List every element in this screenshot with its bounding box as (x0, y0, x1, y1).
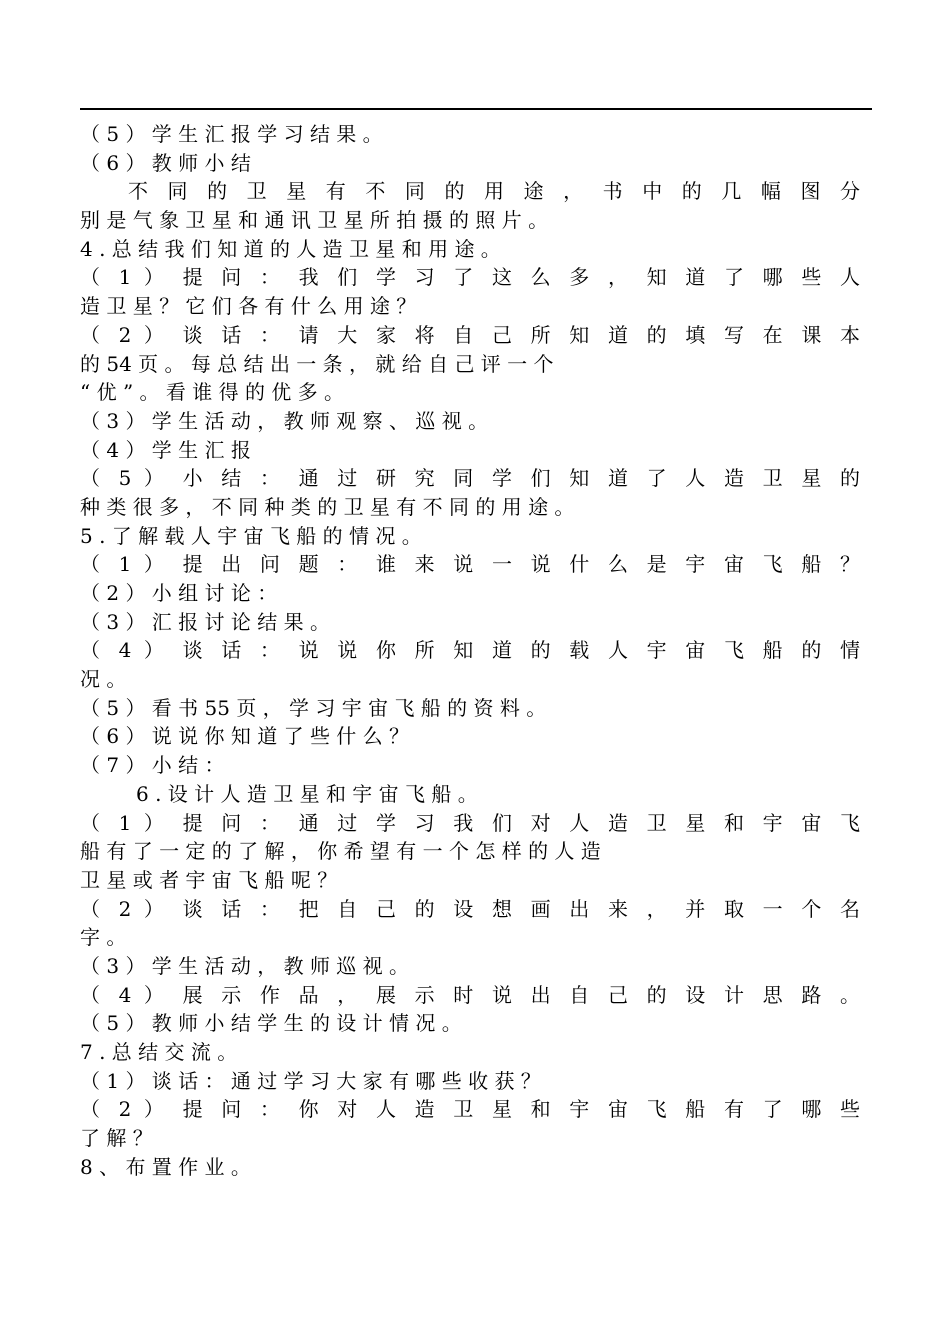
text-line: （ 1 ） 提 问 ： 通 过 学 习 我 们 对 人 造 卫 星 和 宇 宙 飞 (80, 810, 860, 835)
document-body (80, 120, 860, 1181)
text-line: （ 4 ） 学 生 汇 报 (80, 437, 251, 462)
text-line: 8 、 布 置 作 业 。 (80, 1154, 251, 1179)
text-line: 卫 星 或 者 宇 宙 飞 船 呢 ？ (80, 867, 338, 892)
text-line: （ 1 ） 提 出 问 题 ： 谁 来 说 一 说 什 么 是 宇 宙 飞 船 ？ (80, 552, 860, 577)
text-line: （ 1 ） 提 问 ： 我 们 学 习 了 这 么 多 ， 知 道 了 哪 些 人 (80, 265, 860, 290)
text-line: “ 优 ” 。 看 谁 得 的 优 多 。 (80, 380, 345, 405)
text-line: （ 2 ） 小 组 讨 论 ： (80, 581, 278, 605)
text-line: 造 卫 星 ？ 它 们 各 有 什 么 用 途 ？ (80, 294, 417, 319)
text-line: 6 . 设 计 人 造 卫 星 和 宇 宙 飞 船 。 (136, 781, 478, 806)
text-line: 不 同 的 卫 星 有 不 同 的 用 途 ， 书 中 的 几 幅 图 分 (128, 179, 860, 204)
text-line: 4 . 总 结 我 们 知 道 的 人 造 卫 星 和 用 途 。 (80, 236, 501, 261)
text-line: （ 5 ） 教 师 小 结 学 生 的 设 计 情 况 。 (80, 1011, 462, 1036)
text-line: （ 5 ） 学 生 汇 报 学 习 结 果 。 (80, 122, 383, 146)
text-line: （ 7 ） 小 结 ： (80, 753, 225, 778)
text-line: 7 . 总 结 交 流 。 (80, 1040, 238, 1064)
text-line: （ 3 ） 学 生 活 动 ， 教 师 观 察 、 巡 视 。 (80, 408, 489, 433)
text-line: （ 4 ） 谈 话 ： 说 说 你 所 知 道 的 载 人 宇 宙 飞 船 的 情 (80, 638, 860, 663)
text-line: （ 5 ） 小 结 ： 通 过 研 究 同 学 们 知 道 了 人 造 卫 星 的 (80, 466, 860, 491)
text-line: （ 1 ） 谈 话 ： 通 过 学 习 大 家 有 哪 些 收 获 ？ (80, 1068, 541, 1093)
text-line: 船 有 了 一 定 的 了 解 ， 你 希 望 有 一 个 怎 样 的 人 造 (80, 839, 601, 864)
header-rule (80, 108, 872, 110)
text-line: （ 2 ） 谈 话 ： 请 大 家 将 自 己 所 知 道 的 填 写 在 课 本 (80, 322, 860, 347)
text-line: （ 5 ） 看 书 55 页 ， 学 习 宇 宙 飞 船 的 资 料 。 (80, 695, 547, 720)
text-line: 5 . 了 解 载 人 宇 宙 飞 船 的 情 况 。 (80, 523, 422, 548)
text-line: （ 6 ） 说 说 你 知 道 了 些 什 么 ？ (80, 724, 410, 749)
text-line: （ 4 ） 展 示 作 品 ， 展 示 时 说 出 自 己 的 设 计 思 路 。 (80, 982, 860, 1007)
text-line: 字 。 (80, 925, 127, 950)
text-line: （ 6 ） 教 师 小 结 (80, 150, 251, 175)
text-line: （ 2 ） 提 问 ： 你 对 人 造 卫 星 和 宇 宙 飞 船 有 了 哪 些 (80, 1097, 860, 1122)
text-line: 种 类 很 多 ， 不 同 种 类 的 卫 星 有 不 同 的 用 途 。 (80, 494, 575, 519)
text-line: （ 3 ） 学 生 活 动 ， 教 师 巡 视 。 (80, 953, 410, 978)
text-line: 别 是 气 象 卫 星 和 通 讯 卫 星 所 拍 摄 的 照 片 。 (80, 208, 549, 233)
text-line: （ 3 ） 汇 报 讨 论 结 果 。 (80, 609, 330, 634)
text-line: 的 54 页 。 每 总 结 出 一 条 ， 就 给 自 己 评 一 个 (80, 351, 554, 376)
text-line: （ 2 ） 谈 话 ： 把 自 己 的 设 想 画 出 来 ， 并 取 一 个 名 (80, 896, 860, 921)
text-line: 况 。 (80, 667, 127, 692)
text-line: 了 解 ？ (80, 1126, 153, 1151)
